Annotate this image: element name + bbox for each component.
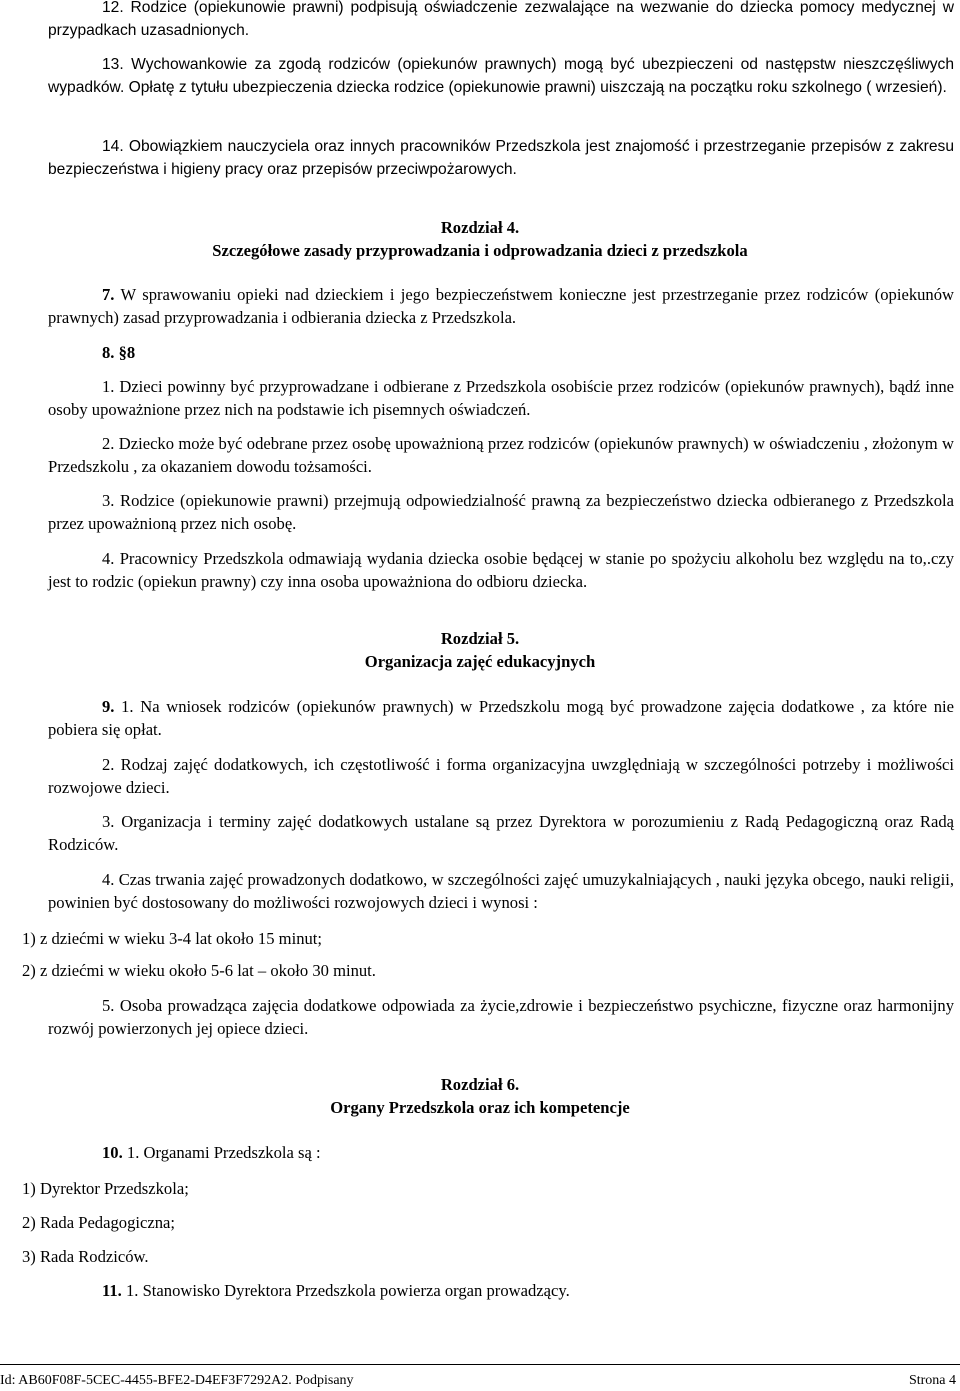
- section-9-point-2: 2. Rodzaj zajęć dodatkowych, ich częstotliwość i forma organizacyjna uwzględniają w szczególności potrzeby i możliwości rozwojowe dzieci.: [48, 755, 954, 797]
- section-10-list-item-3: 3) Rada Rodziców.: [22, 1247, 149, 1266]
- section-9-point-4: 4. Czas trwania zajęć prowadzonych dodatkowo, w szczególności zajęć umuzykalniających , nauki języka obcego, nauki religii, powinien być dostosowany do możliwości rozwojowych dzieci i wynosi :: [48, 870, 954, 912]
- section-7-number: 7.: [102, 285, 115, 304]
- section-8-point-4: 4. Pracownicy Przedszkola odmawiają wydania dziecka osobie będącej w stanie po spożyciu alkoholu bez względu na to,.czy jest to rodzic (opiekun prawny) czy inna osoba upoważniona do odbioru dziecka.: [48, 549, 954, 591]
- section-7: 7. W sprawowaniu opieki nad dzieckiem i jego bezpieczeństwem konieczne jest przestrzeganie przez rodziców (opiekunów prawnych) zasad przyprowadzania i odbierania dziecka z Przedszkola.: [48, 285, 954, 327]
- section-9-point-5: 5. Osoba prowadząca zajęcia dodatkowe odpowiada za życie,zdrowie i bezpieczeństwo psychiczne, fizyczne oraz harmonijny rozwój powierzonych jej opiece dzieci.: [48, 996, 954, 1038]
- chapter-6-title: Organy Przedszkola oraz ich kompetencje: [330, 1098, 630, 1117]
- section-9-point-1: 9. 1. Na wniosek rodziców (opiekunów prawnych) w Przedszkolu mogą być prowadzone zajęcia dodatkowe , za które nie pobiera się opłat.: [48, 697, 954, 739]
- section-8-point-1: 1. Dzieci powinny być przyprowadzane i odbierane z Przedszkola osobiście przez rodziców (opiekunów prawnych), bądź inne osoby upoważnione przez nich na podstawie ich pisemnych oświadczeń.: [48, 377, 954, 419]
- section-9-list-item-2: 2) z dziećmi w wieku około 5-6 lat – około 30 minut.: [22, 961, 376, 980]
- section-10-number: 10.: [102, 1143, 123, 1162]
- footer-document-id: Id: AB60F08F-5CEC-4455-BFE2-D4EF3F7292A2. Podpisany: [0, 1373, 354, 1388]
- footer-page-number: Strona 4: [908, 1373, 956, 1388]
- chapter-4-title: Szczegółowe zasady przyprowadzania i odprowadzania dzieci z przedszkola: [212, 241, 748, 260]
- footer-divider: [0, 1364, 960, 1365]
- section-9-point-3: 3. Organizacja i terminy zajęć dodatkowych ustalane są przez Dyrektora w porozumieniu z Radą Pedagogiczną oraz Radą Rodziców.: [48, 812, 954, 854]
- section-8-point-3: 3. Rodzice (opiekunowie prawni) przejmują odpowiedzialność prawną za bezpieczeństwo dziecka odbieranego z Przedszkola przez upoważnioną przez nich osobę.: [48, 491, 954, 533]
- chapter-6-label: Rozdział 6.: [440, 1075, 520, 1094]
- section-11-number: 11.: [102, 1281, 122, 1300]
- chapter-4-label: Rozdział 4.: [440, 218, 520, 237]
- section-9-number: 9.: [102, 697, 115, 716]
- paragraph-12: 12. Rodzice (opiekunowie prawni) podpisują oświadczenie zezwalające na wezwanie do dziecka pomocy medycznej w przypadkach uzasadnionych.: [48, 0, 954, 39]
- paragraph-13: [48, 54, 954, 99]
- section-8-number: 8. §8: [102, 343, 136, 362]
- section-8-point-2: 2. Dziecko może być odebrane przez osobę upoważnioną przez rodziców (opiekunów prawnych) w oświadczeniu , złożonym w Przedszkolu , za okazaniem dowodu tożsamości.: [48, 434, 954, 476]
- section-10-point-1: 10. 1. Organami Przedszkola są :: [102, 1143, 321, 1162]
- section-11-point-1: 11. 1. Stanowisko Dyrektora Przedszkola powierza organ prowadzący.: [102, 1281, 570, 1300]
- paragraph-13-part-1: 13. Wychowankowie za zgodą rodziców (opiekunów prawnych) mogą być ubezpieczeni od następstw nieszczęśliwych wypadków.: [48, 56, 954, 96]
- paragraph-13-part-2: Opłatę z tytułu ubezpieczenia dziecka rodzice (opiekunowie prawni) uiszczają na początku roku szkolnego ( wrzesień).: [128, 78, 947, 96]
- paragraph-14: 14. Obowiązkiem nauczyciela oraz innych pracowników Przedszkola jest znajomość i przestrzeganie przepisów z zakresu bezpieczeństwa i higieny pracy oraz przepisów przeciwpożarowych.: [48, 138, 954, 178]
- chapter-5-title: Organizacja zajęć edukacyjnych: [364, 652, 596, 671]
- section-10-list-item-1: 1) Dyrektor Przedszkola;: [22, 1179, 189, 1198]
- chapter-5-label: Rozdział 5.: [440, 629, 520, 648]
- section-10-list-item-2: 2) Rada Pedagogiczna;: [22, 1213, 175, 1232]
- section-9-list-item-1: 1) z dziećmi w wieku 3-4 lat około 15 minut;: [22, 929, 323, 948]
